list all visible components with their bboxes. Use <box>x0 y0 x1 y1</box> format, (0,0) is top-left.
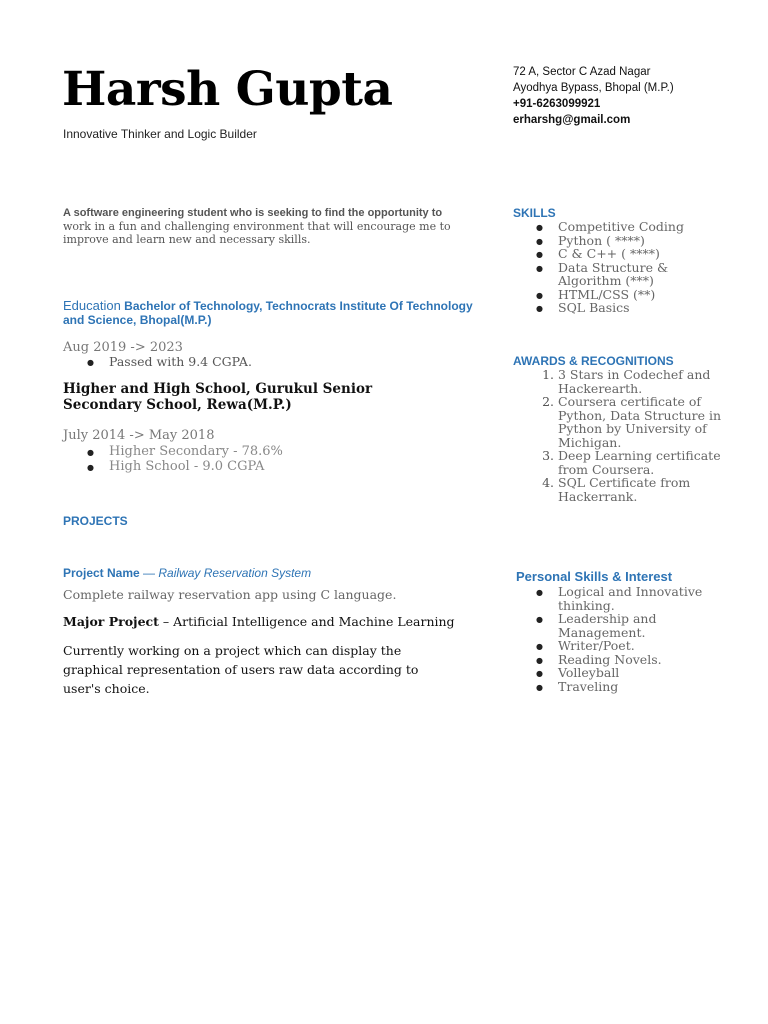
list-item: 4. SQL Certificate from Hackerrank. <box>558 476 728 503</box>
skills-list <box>513 220 718 315</box>
list-item: ● HTML/CSS (**) <box>558 288 718 302</box>
project-title: Railway Reservation System <box>158 566 312 580</box>
address-line-2: Ayodhya Bypass, Bhopal (M.P.) <box>513 82 674 94</box>
summary-lead: A software engineering student who is seeking to find the opportunity to <box>63 207 443 219</box>
school-details <box>63 428 423 474</box>
list-item: ● Python ( ****) <box>558 234 718 248</box>
candidate-name: Harsh Gupta <box>62 62 393 117</box>
major-project-sep: – <box>158 614 174 629</box>
major-project-label: Major Project <box>63 614 159 629</box>
tagline: Innovative Thinker and Logic Builder <box>63 127 257 141</box>
list-item: ● Passed with 9.4 CGPA. <box>109 355 483 369</box>
major-project-title: Artificial Intelligence and Machine Learning <box>173 614 455 629</box>
school-title: Higher and High School, Gurukul Senior Secondary School, Rewa(M.P.) <box>63 381 373 413</box>
summary-rest: work in a fun and challenging environment that will encourage me to improve and learn new and necessary skills. <box>63 220 451 246</box>
list-item: ● Data Structure & Algorithm (***) <box>558 261 718 288</box>
project-label: Project Name <box>63 566 140 580</box>
list-item: ● Volleyball <box>558 666 718 680</box>
email-address: erharshg@gmail.com <box>513 114 631 126</box>
list-item: 3. Deep Learning certificate from Coursera. <box>558 449 728 476</box>
list-item: ● High School - 9.0 CGPA <box>109 459 423 474</box>
education-degree: Bachelor of Technology, Technocrats Institute Of Technology and Science, Bhopal(M.P.) <box>63 299 473 327</box>
project-name-row <box>63 566 311 580</box>
skills-heading: SKILLS <box>513 206 556 220</box>
personal-list <box>513 585 718 693</box>
summary <box>63 206 463 246</box>
awards-list <box>513 368 728 503</box>
list-item: ● Leadership and Management. <box>558 612 718 639</box>
list-item: ● Competitive Coding <box>558 220 718 234</box>
phone-number: +91-6263099921 <box>513 98 601 110</box>
address-line-1: 72 A, Sector C Azad Nagar <box>513 66 651 78</box>
list-item: ● Reading Novels. <box>558 653 718 667</box>
list-item: ● Higher Secondary - 78.6% <box>109 444 423 459</box>
education-section <box>63 299 483 369</box>
major-project-row <box>63 614 455 629</box>
project-dash: — <box>139 566 159 580</box>
list-item: ● Logical and Innovative thinking. <box>558 585 718 612</box>
list-item: ● Writer/Poet. <box>558 639 718 653</box>
major-project-description: Currently working on a project which can display the graphical representation of users raw data according to user's choice. <box>63 643 419 696</box>
list-item: ● Traveling <box>558 680 718 694</box>
education-bullets <box>63 355 483 369</box>
list-item: 1. 3 Stars in Codechef and Hackerearth. <box>558 368 728 395</box>
school-bullets <box>63 444 423 474</box>
list-item: 2. Coursera certificate of Python, Data Structure in Python by University of Michigan. <box>558 395 728 449</box>
school-dates: July 2014 -> May 2018 <box>63 428 215 443</box>
personal-heading: Personal Skills & Interest <box>516 569 673 584</box>
education-dates: Aug 2019 -> 2023 <box>63 340 183 355</box>
contact-block <box>513 64 674 128</box>
awards-heading: AWARDS & RECOGNITIONS <box>513 354 674 368</box>
project-description: Complete railway reservation app using C language. <box>63 587 397 602</box>
list-item: ● C & C++ ( ****) <box>558 247 718 261</box>
projects-heading: PROJECTS <box>63 514 128 528</box>
list-item: ● SQL Basics <box>558 301 718 315</box>
education-heading: Education <box>63 298 121 313</box>
